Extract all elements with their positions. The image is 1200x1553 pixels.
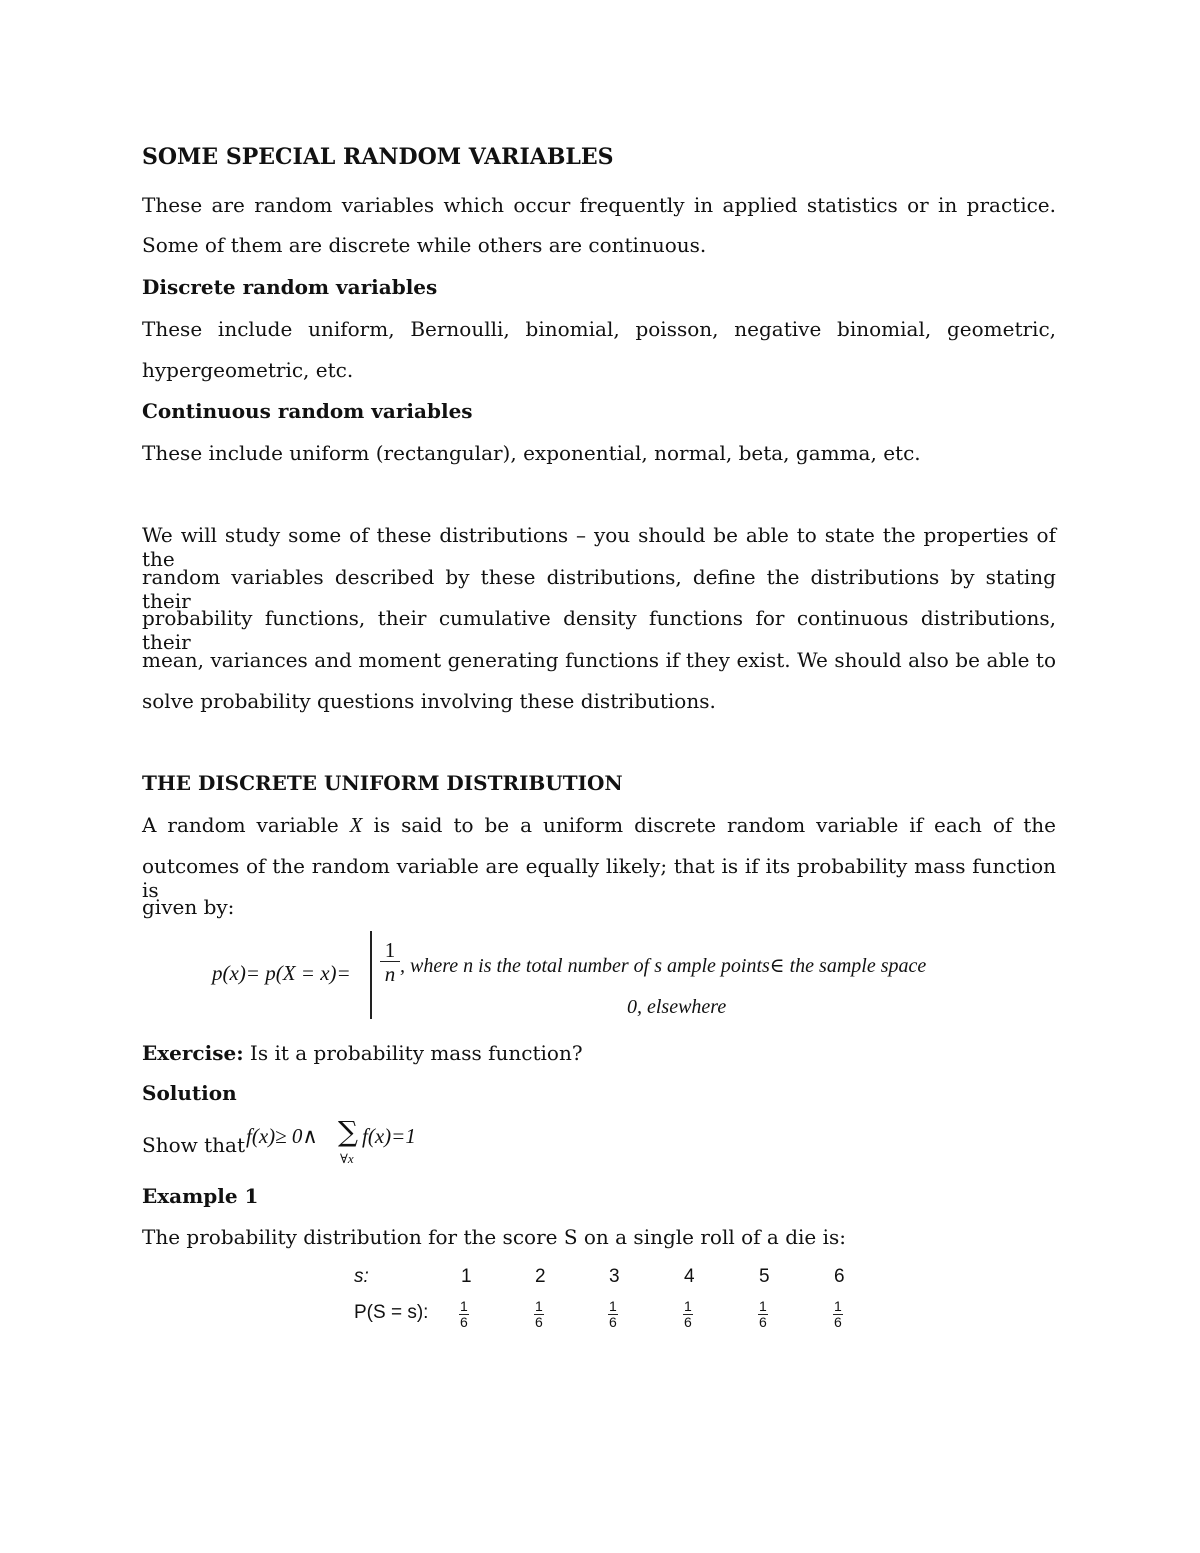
discrete-heading: Discrete random variables (142, 275, 438, 299)
prob-den: 6 (535, 1314, 543, 1330)
show-formula-a: f(x)≥ 0∧ (246, 1124, 318, 1148)
prob-fraction (833, 1299, 843, 1330)
example-text: The probability distribution for the score S on a single roll of a die is: (142, 1225, 846, 1249)
def-text-b: is said to be a uniform discrete random variable if each of the (362, 813, 1057, 837)
def-text-a: A random variable (142, 813, 350, 837)
def-variable: X (349, 813, 363, 837)
solution-label: Solution (142, 1081, 237, 1105)
prob-fraction (758, 1299, 768, 1330)
pmf-frac-den: n (384, 962, 396, 986)
prob-num: 1 (535, 1298, 543, 1314)
table-row1-label (354, 1266, 369, 1288)
pmf-case-1: , where n is the total number of s ample points∈ the sample space (400, 955, 927, 977)
page-title: SOME SPECIAL RANDOM VARIABLES (142, 144, 614, 170)
continuous-heading: Continuous random variables (142, 399, 473, 423)
table-value: 2 (535, 1266, 546, 1287)
study-line-2: random variables described by these distributions, define the distributions by stating their (142, 565, 1056, 613)
prob-num: 1 (834, 1298, 842, 1314)
show-formula-b: f(x)=1 (362, 1124, 416, 1148)
table-value: 5 (759, 1266, 770, 1287)
example-label: Example 1 (142, 1184, 259, 1208)
row1-label-text: s: (354, 1266, 369, 1287)
pmf-brace (370, 931, 380, 1019)
table-value: 3 (609, 1266, 620, 1287)
prob-num: 1 (759, 1298, 767, 1314)
discrete-line-2: hypergeometric, etc. (142, 358, 354, 382)
prob-num: 1 (460, 1298, 468, 1314)
study-line-4: mean, variances and moment generating functions if they exist. We should also be able to (142, 648, 1056, 672)
sigma-subscript: ∀x (340, 1151, 354, 1166)
prob-num: 1 (609, 1298, 617, 1314)
exercise-text: Is it a probability mass function? (243, 1041, 583, 1065)
exercise-line (142, 1041, 583, 1065)
pmf-frac-num: 1 (380, 939, 400, 962)
intro-line-1: These are random variables which occur frequently in applied statistics or in practice. (142, 193, 1056, 217)
prob-fraction (459, 1299, 469, 1330)
prob-den: 6 (684, 1314, 692, 1330)
uniform-heading: THE DISCRETE UNIFORM DISTRIBUTION (142, 771, 623, 795)
discrete-line-1: These include uniform, Bernoulli, binomial, poisson, negative binomial, geometric, (142, 317, 1056, 341)
pmf-fraction (380, 939, 400, 986)
continuous-line: These include uniform (rectangular), exponential, normal, beta, gamma, etc. (142, 441, 921, 465)
sigma-symbol: ∑ (338, 1115, 358, 1148)
study-line-5: solve probability questions involving these distributions. (142, 689, 716, 713)
pmf-lhs: p(x)= p(X = x)= (212, 961, 351, 985)
table-value: 4 (684, 1266, 695, 1287)
exercise-label: Exercise: (142, 1041, 244, 1065)
prob-fraction (608, 1299, 618, 1330)
prob-den: 6 (460, 1314, 468, 1330)
study-line-1: We will study some of these distributions – you should be able to state the properties of the (142, 523, 1056, 571)
prob-fraction (534, 1299, 544, 1330)
prob-num: 1 (684, 1298, 692, 1314)
prob-den: 6 (834, 1314, 842, 1330)
table-row2-label: P(S = s): (354, 1302, 429, 1323)
study-line-3: probability functions, their cumulative density functions for continuous distributions, their (142, 606, 1056, 654)
uniform-def-line-2: outcomes of the random variable are equally likely; that is if its probability mass function is (142, 854, 1056, 902)
show-that-text: Show that (142, 1133, 245, 1157)
pmf-case-2: 0, elsewhere (627, 996, 727, 1018)
prob-fraction (683, 1299, 693, 1330)
intro-line-2: Some of them are discrete while others are continuous. (142, 233, 707, 257)
uniform-def-line-1 (142, 813, 1056, 838)
table-value: 6 (834, 1266, 845, 1287)
prob-den: 6 (609, 1314, 617, 1330)
prob-den: 6 (759, 1314, 767, 1330)
table-value: 1 (461, 1266, 472, 1287)
uniform-def-line-3: given by: (142, 895, 235, 919)
